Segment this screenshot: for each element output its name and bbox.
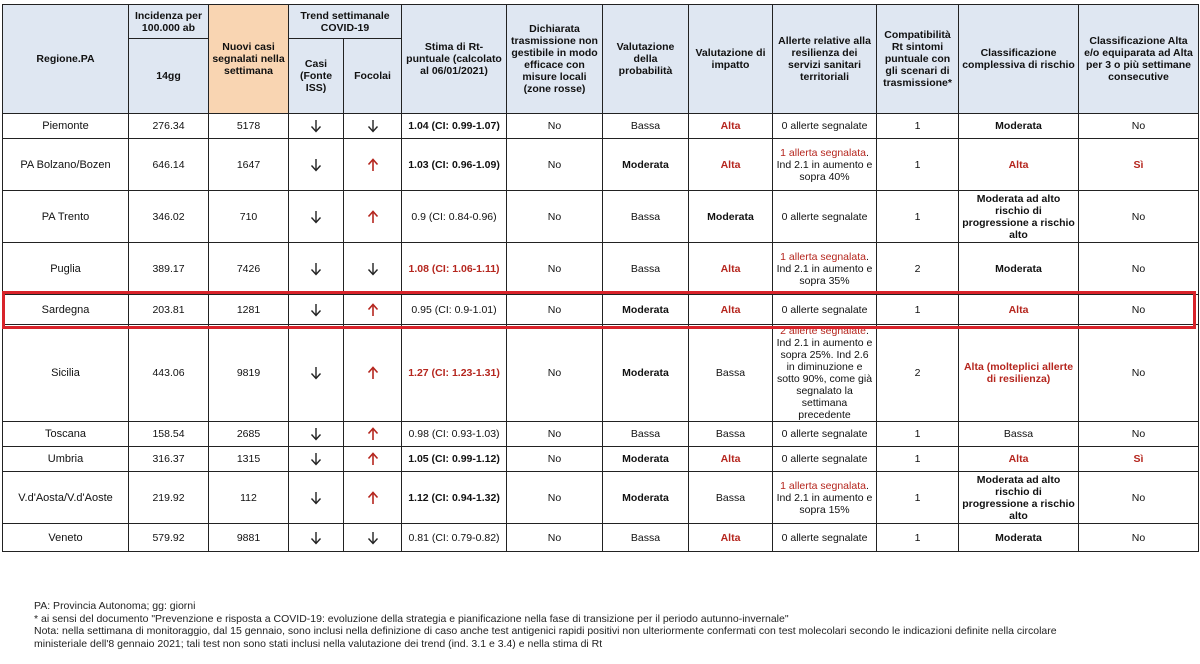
cell-focolai-trend <box>344 139 402 191</box>
cell-compatibilita: 1 <box>877 191 959 243</box>
allerte-text: . Ind 2.1 in aumento e sopra 25%. Ind 2.6 in diminuzione e sotto 90%, come già segnalato la settimana precedente <box>776 325 873 421</box>
cell-focolai-trend <box>344 114 402 139</box>
cell-impatto: Alta <box>689 524 773 552</box>
arrow-down-icon <box>347 119 398 133</box>
cell-impatto: Alta <box>689 114 773 139</box>
cell-stima-rt: 1.03 (CI: 0.96-1.09) <box>402 139 507 191</box>
cell-allerte <box>773 295 877 325</box>
cell-impatto: Bassa <box>689 422 773 447</box>
cell-allerte <box>773 422 877 447</box>
cell-allerte <box>773 191 877 243</box>
table-row <box>3 472 1199 524</box>
allerte-text: 0 allerte segnalate <box>781 531 868 544</box>
cell-stima-rt: 1.27 (CI: 1.23-1.31) <box>402 325 507 422</box>
cell-allerte <box>773 472 877 524</box>
cell-stima-rt: 1.04 (CI: 0.99-1.07) <box>402 114 507 139</box>
arrow-down-icon <box>292 452 340 466</box>
cell-allerte <box>773 447 877 472</box>
cell-stima-rt: 1.08 (CI: 1.06-1.11) <box>402 243 507 295</box>
cell-stima-rt: 1.05 (CI: 0.99-1.12) <box>402 447 507 472</box>
cell-classificazione: Alta (molteplici allerte di resilienza) <box>959 325 1079 422</box>
cell-allerte <box>773 325 877 422</box>
cell-classificazione-alta: No <box>1079 472 1199 524</box>
cell-stima-rt: 1.12 (CI: 0.94-1.32) <box>402 472 507 524</box>
cell-allerte <box>773 139 877 191</box>
cell-probabilita: Moderata <box>603 295 689 325</box>
arrow-up-icon <box>347 491 398 505</box>
cell-region: Umbria <box>3 447 129 472</box>
cell-region: Veneto <box>3 524 129 552</box>
allerte-text: . Ind 2.1 in aumento e sopra 40% <box>776 146 873 183</box>
arrow-down-icon <box>292 303 340 317</box>
cell-casi-trend <box>289 114 344 139</box>
cell-casi-trend <box>289 243 344 295</box>
cell-impatto: Bassa <box>689 472 773 524</box>
header-incidenza: Incidenza per 100.000 ab <box>129 5 209 39</box>
cell-casi-trend <box>289 447 344 472</box>
cell-casi-trend <box>289 191 344 243</box>
footnote-document: * ai sensi del documento "Prevenzione e risposta a COVID-19: evoluzione della strategia e pianificazione nella fase di transizione per il periodo autunno-invernale" <box>34 612 789 625</box>
table-row <box>3 295 1199 325</box>
cell-allerte <box>773 524 877 552</box>
cell-stima-rt: 0.98 (CI: 0.93-1.03) <box>402 422 507 447</box>
cell-impatto: Alta <box>689 295 773 325</box>
header-incidenza-14gg: 14gg <box>129 39 209 114</box>
cell-dichiarata: No <box>507 243 603 295</box>
cell-region: Sardegna <box>3 295 129 325</box>
arrow-down-icon <box>292 366 340 380</box>
cell-compatibilita: 1 <box>877 422 959 447</box>
cell-nuovi-casi: 1647 <box>209 139 289 191</box>
cell-region: PA Trento <box>3 191 129 243</box>
cell-probabilita: Moderata <box>603 472 689 524</box>
cell-dichiarata: No <box>507 325 603 422</box>
table-row <box>3 139 1199 191</box>
header-nuovi-casi: Nuovi casi segnalati nella settimana <box>209 5 289 114</box>
header-region: Regione.PA <box>3 5 129 114</box>
footnote-nota: Nota: nella settimana di monitoraggio, dal 15 gennaio, sono inclusi nella definizione di caso anche test antigenici rapidi positivi non ulteriormente confermati con test molecolari secondo le indicazioni definite nella circolare <box>34 625 1057 637</box>
cell-stima-rt: 0.9 (CI: 0.84-0.96) <box>402 191 507 243</box>
header-classificazione-alta: Classificazione Alta e/o equiparata ad Alta per 3 o più settimane consecutive <box>1079 5 1199 114</box>
arrow-down-icon <box>292 158 340 172</box>
cell-stima-rt: 0.81 (CI: 0.79-0.82) <box>402 524 507 552</box>
footnotes <box>34 600 1184 650</box>
footnote-abbrev: PA: Provincia Autonoma; gg: giorni <box>34 600 196 612</box>
cell-dichiarata: No <box>507 472 603 524</box>
arrow-down-icon <box>292 210 340 224</box>
cell-impatto: Alta <box>689 139 773 191</box>
cell-classificazione: Bassa <box>959 422 1079 447</box>
arrow-down-icon <box>347 531 398 545</box>
cell-impatto: Moderata <box>689 191 773 243</box>
cell-nuovi-casi: 9819 <box>209 325 289 422</box>
cell-classificazione-alta: No <box>1079 243 1199 295</box>
cell-classificazione-alta: No <box>1079 295 1199 325</box>
cell-compatibilita: 1 <box>877 295 959 325</box>
cell-probabilita: Bassa <box>603 422 689 447</box>
cell-classificazione: Alta <box>959 447 1079 472</box>
cell-dichiarata: No <box>507 295 603 325</box>
cell-classificazione: Moderata <box>959 114 1079 139</box>
arrow-down-icon <box>292 262 340 276</box>
cell-casi-trend <box>289 422 344 447</box>
cell-nuovi-casi: 7426 <box>209 243 289 295</box>
cell-classificazione-alta: No <box>1079 325 1199 422</box>
cell-casi-trend <box>289 524 344 552</box>
cell-classificazione: Moderata <box>959 243 1079 295</box>
cell-nuovi-casi: 2685 <box>209 422 289 447</box>
cell-compatibilita: 1 <box>877 524 959 552</box>
cell-probabilita: Moderata <box>603 447 689 472</box>
allerte-text: 0 allerte segnalate <box>781 303 868 316</box>
cell-focolai-trend <box>344 191 402 243</box>
table-row <box>3 524 1199 552</box>
cell-classificazione-alta: Sì <box>1079 447 1199 472</box>
cell-probabilita: Moderata <box>603 325 689 422</box>
cell-classificazione: Alta <box>959 295 1079 325</box>
cell-impatto: Bassa <box>689 325 773 422</box>
header-impatto: Valutazione di impatto <box>689 5 773 114</box>
allerte-text: 0 allerte segnalate <box>781 210 868 223</box>
cell-casi-trend <box>289 472 344 524</box>
cell-region: Toscana <box>3 422 129 447</box>
arrow-down-icon <box>292 491 340 505</box>
table-body <box>3 114 1199 552</box>
cell-dichiarata: No <box>507 422 603 447</box>
cell-allerte <box>773 114 877 139</box>
arrow-up-icon <box>347 210 398 224</box>
risk-table <box>2 4 1199 552</box>
cell-focolai-trend <box>344 422 402 447</box>
cell-stima-rt: 0.95 (CI: 0.9-1.01) <box>402 295 507 325</box>
cell-dichiarata: No <box>507 447 603 472</box>
cell-incidenza: 219.92 <box>129 472 209 524</box>
cell-nuovi-casi: 112 <box>209 472 289 524</box>
allerte-text: 0 allerte segnalate <box>781 428 868 440</box>
arrow-down-icon <box>292 531 340 545</box>
header-trend: Trend settimanale COVID-19 <box>289 5 402 39</box>
cell-focolai-trend <box>344 243 402 295</box>
header-compatibilita: Compatibilità Rt sintomi puntuale con gli scenari di trasmissione* <box>877 5 959 114</box>
cell-classificazione-alta: No <box>1079 191 1199 243</box>
risk-table-container <box>2 4 1198 552</box>
cell-classificazione: Moderata ad alto rischio di progressione a rischio alto <box>959 191 1079 243</box>
cell-incidenza: 276.34 <box>129 114 209 139</box>
cell-compatibilita: 1 <box>877 472 959 524</box>
cell-classificazione-alta: No <box>1079 114 1199 139</box>
cell-compatibilita: 2 <box>877 243 959 295</box>
allerte-text: 0 allerte segnalate <box>781 453 868 465</box>
arrow-up-icon <box>347 158 398 172</box>
cell-dichiarata: No <box>507 114 603 139</box>
cell-probabilita: Bassa <box>603 191 689 243</box>
cell-dichiarata: No <box>507 139 603 191</box>
header-stima-rt: Stima di Rt-puntuale (calcolato al 06/01/2021) <box>402 5 507 114</box>
cell-focolai-trend <box>344 524 402 552</box>
cell-classificazione: Moderata <box>959 524 1079 552</box>
footnote-nota-cont: ministeriale dell'8 gennaio 2021; tali test non sono stati inclusi nella valutazione dei trend (ind. 3.1 e 3.4) e nella stima di Rt <box>34 637 603 650</box>
arrow-down-icon <box>292 427 340 441</box>
cell-nuovi-casi: 5178 <box>209 114 289 139</box>
allerte-text: 0 allerte segnalate <box>781 120 868 132</box>
cell-incidenza: 203.81 <box>129 295 209 325</box>
allerte-text: . Ind 2.1 in aumento e sopra 35% <box>776 250 873 287</box>
cell-classificazione-alta: No <box>1079 524 1199 552</box>
cell-compatibilita: 1 <box>877 447 959 472</box>
cell-compatibilita: 2 <box>877 325 959 422</box>
cell-focolai-trend <box>344 295 402 325</box>
cell-probabilita: Bassa <box>603 243 689 295</box>
table-row <box>3 191 1199 243</box>
cell-nuovi-casi: 710 <box>209 191 289 243</box>
cell-classificazione-alta: Sì <box>1079 139 1199 191</box>
cell-probabilita: Bassa <box>603 114 689 139</box>
cell-casi-trend <box>289 325 344 422</box>
table-row <box>3 243 1199 295</box>
allerte-red-text: 1 allerta segnalata <box>780 146 866 159</box>
cell-nuovi-casi: 9881 <box>209 524 289 552</box>
header-classificazione: Classificazione complessiva di rischio <box>959 5 1079 114</box>
arrow-up-icon <box>347 427 398 441</box>
cell-casi-trend <box>289 295 344 325</box>
table-row <box>3 114 1199 139</box>
cell-region: V.d'Aosta/V.d'Aoste <box>3 472 129 524</box>
cell-incidenza: 646.14 <box>129 139 209 191</box>
allerte-red-text: 2 allerte segnalate <box>780 325 866 337</box>
allerte-red-text: 1 allerta segnalata <box>780 479 866 492</box>
cell-impatto: Alta <box>689 243 773 295</box>
cell-nuovi-casi: 1315 <box>209 447 289 472</box>
header-focolai: Focolai <box>344 39 402 114</box>
cell-focolai-trend <box>344 447 402 472</box>
cell-probabilita: Moderata <box>603 139 689 191</box>
cell-classificazione: Alta <box>959 139 1079 191</box>
cell-region: Puglia <box>3 243 129 295</box>
cell-classificazione-alta: No <box>1079 422 1199 447</box>
header-probabilita: Valutazione della probabilità <box>603 5 689 114</box>
cell-probabilita: Bassa <box>603 524 689 552</box>
cell-focolai-trend <box>344 325 402 422</box>
cell-allerte <box>773 243 877 295</box>
table-row <box>3 325 1199 422</box>
cell-incidenza: 346.02 <box>129 191 209 243</box>
cell-region: PA Bolzano/Bozen <box>3 139 129 191</box>
header-dichiarata: Dichiarata trasmissione non gestibile in modo efficace con misure locali (zone rosse) <box>507 5 603 114</box>
arrow-up-icon <box>347 303 398 317</box>
arrow-down-icon <box>292 119 340 133</box>
header-casi: Casi (Fonte ISS) <box>289 39 344 114</box>
cell-incidenza: 443.06 <box>129 325 209 422</box>
table-row <box>3 422 1199 447</box>
cell-impatto: Alta <box>689 447 773 472</box>
header-allerte: Allerte relative alla resilienza dei servizi sanitari territoriali <box>773 5 877 114</box>
arrow-down-icon <box>347 262 398 276</box>
cell-incidenza: 316.37 <box>129 447 209 472</box>
cell-classificazione: Moderata ad alto rischio di progressione a rischio alto <box>959 472 1079 524</box>
cell-dichiarata: No <box>507 524 603 552</box>
arrow-up-icon <box>347 452 398 466</box>
cell-nuovi-casi: 1281 <box>209 295 289 325</box>
cell-dichiarata: No <box>507 191 603 243</box>
allerte-red-text: 1 allerta segnalata <box>780 250 866 263</box>
cell-incidenza: 158.54 <box>129 422 209 447</box>
cell-region: Sicilia <box>3 325 129 422</box>
cell-incidenza: 579.92 <box>129 524 209 552</box>
cell-compatibilita: 1 <box>877 139 959 191</box>
cell-focolai-trend <box>344 472 402 524</box>
cell-casi-trend <box>289 139 344 191</box>
cell-region: Piemonte <box>3 114 129 139</box>
allerte-text: . Ind 2.1 in aumento e sopra 15% <box>776 479 873 516</box>
arrow-up-icon <box>347 366 398 380</box>
cell-incidenza: 389.17 <box>129 243 209 295</box>
table-row <box>3 447 1199 472</box>
cell-compatibilita: 1 <box>877 114 959 139</box>
